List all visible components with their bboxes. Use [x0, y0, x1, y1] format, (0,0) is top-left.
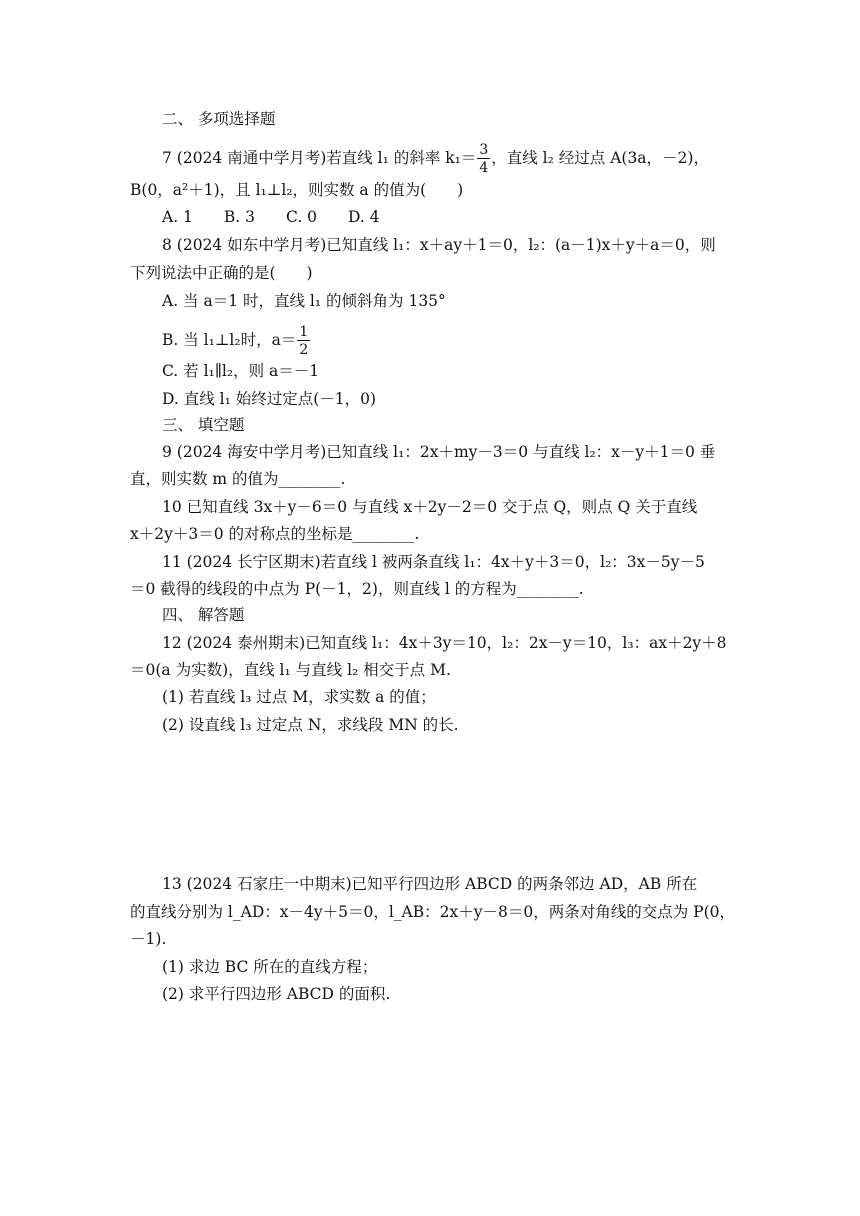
- text-line: 四、 解答题: [162, 606, 245, 624]
- text-line: 11 (2024 长宁区期末)若直线 l 被两条直线 l₁：4x＋y＋3＝0，l₂：3x－5y－5: [162, 553, 705, 571]
- text-line: x＋2y＋3＝0 的对称点的坐标是________.: [130, 525, 420, 543]
- text-line: 10 已知直线 3x＋y－6＝0 与直线 x＋2y－2＝0 交于点 Q，则点 Q 关于直线: [162, 498, 698, 516]
- text-line: C. 若 l₁∥l₂，则 a＝－1: [162, 362, 320, 380]
- text-line: (2) 设直线 l₃ 过定点 N，求线段 MN 的长.: [162, 716, 459, 734]
- fraction: $\frac{1}{2}$: [299, 324, 309, 358]
- text-line: 12 (2024 泰州期末)已知直线 l₁：4x＋3y＝10，l₂：2x－y＝10，l₃：ax＋2y＋8: [162, 634, 727, 652]
- text-line: －1).: [130, 930, 167, 948]
- text-line: 的直线分别为 l_AD：x－4y＋5＝0，l_AB：2x＋y－8＝0，两条对角线的交点为 P(0，: [130, 903, 735, 921]
- text-line: B(0，a²＋1)，且 l₁⊥l₂，则实数 a 的值为( ): [130, 181, 464, 199]
- text-line: (1) 求边 BC 所在的直线方程；: [162, 958, 378, 976]
- text-line: ＝0 截得的线段的中点为 P(－1，2)，则直线 l 的方程为________.: [130, 580, 584, 598]
- text-line: A. 1 B. 3 C. 0 D. 4: [162, 208, 380, 226]
- text-line: ＝0(a 为实数)，直线 l₁ 与直线 l₂ 相交于点 M.: [130, 661, 451, 679]
- text-line: 下列说法中正确的是( ): [130, 264, 313, 282]
- text-line: 三、 填空题: [162, 416, 245, 434]
- text-line: D. 直线 l₁ 始终过定点(－1，0): [162, 390, 377, 408]
- text-line: 13 (2024 石家庄一中期末)已知平行四边形 ABCD 的两条邻边 AD，AB 所在: [162, 875, 698, 893]
- text-line: A. 当 a＝1 时，直线 l₁ 的倾斜角为 135°: [162, 292, 446, 310]
- text-line: 7 (2024 南通中学月考)若直线 l₁ 的斜率 k₁＝ $\frac{3}{4}$ ，直线 l₂ 经过点 A(3a，－2)，: [162, 142, 709, 176]
- text-line: B. 当 l₁⊥l₂时，a＝ $\frac{1}{2}$: [162, 324, 309, 358]
- text-line: 二、 多项选择题: [162, 110, 276, 128]
- text-line: 9 (2024 海安中学月考)已知直线 l₁：2x＋my－3＝0 与直线 l₂：x－y＋1＝0 垂: [162, 443, 716, 461]
- fraction: $\frac{3}{4}$: [479, 142, 489, 176]
- text-line: 8 (2024 如东中学月考)已知直线 l₁：x＋ay＋1＝0，l₂：(a－1)x＋y＋a＝0，则: [162, 236, 716, 254]
- text-line: (1) 若直线 l₃ 过点 M，求实数 a 的值；: [162, 688, 436, 706]
- text-line: 直，则实数 m 的值为________.: [130, 470, 346, 488]
- text-line: (2) 求平行四边形 ABCD 的面积.: [162, 985, 391, 1003]
